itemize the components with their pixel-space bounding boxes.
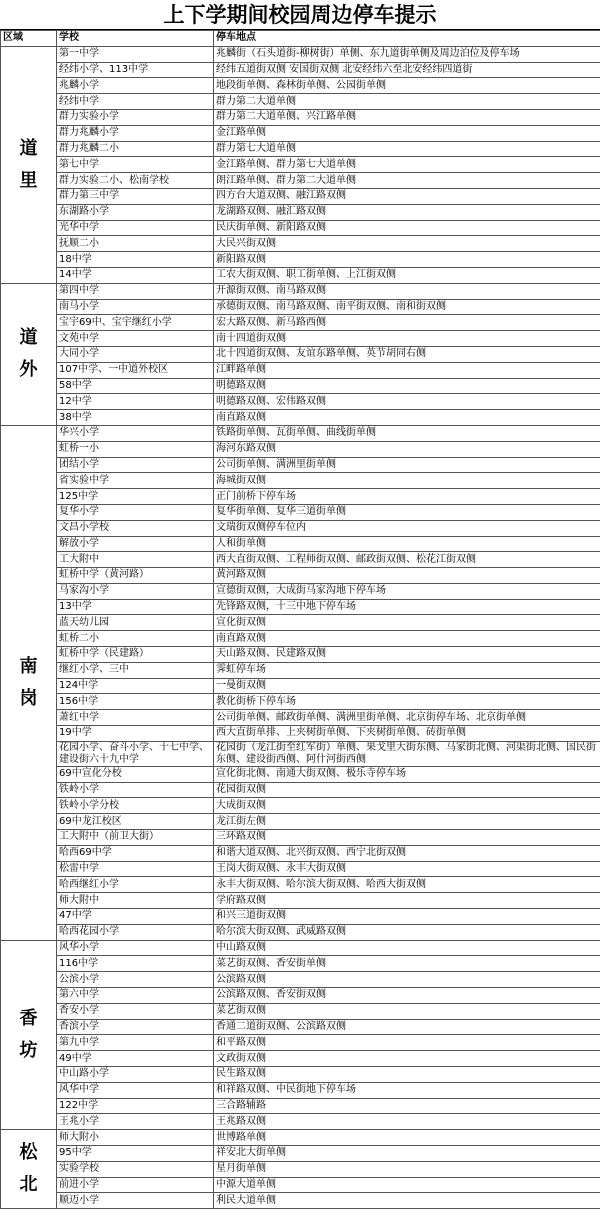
location-cell: 经纬五道街双侧 安国街双侧 北安经纬六至北安经纬四道街 — [214, 62, 600, 78]
region-cell: 松 北 — [1, 1130, 57, 1209]
school-cell: 蓝天幼儿园 — [57, 615, 214, 631]
table-row — [1, 283, 600, 299]
table-row — [1, 267, 600, 283]
table-row — [1, 741, 600, 766]
table-row — [1, 972, 600, 988]
location-cell: 大民兴街双侧 — [214, 236, 600, 252]
table-row — [1, 710, 600, 726]
school-cell: 13中学 — [57, 599, 214, 615]
location-cell: 文瑞街双侧停车位内 — [214, 520, 600, 536]
school-cell: 群力兆麟小学 — [57, 125, 214, 141]
school-cell: 团结小学 — [57, 457, 214, 473]
location-cell: 正门前桥下停车场 — [214, 489, 600, 505]
table-row — [1, 988, 600, 1004]
region-cell: 香 坊 — [1, 940, 57, 1130]
school-cell: 华兴小学 — [57, 425, 214, 441]
location-cell: 南直路双侧 — [214, 410, 600, 426]
school-cell: 14中学 — [57, 267, 214, 283]
location-cell: 兆麟街（石头道街-柳树街）单侧、东九道街单侧及周边泊位及停车场 — [214, 46, 600, 62]
school-cell: 继红小学、三中 — [57, 662, 214, 678]
location-cell: 海城街双侧 — [214, 473, 600, 489]
school-cell: 经纬中学 — [57, 94, 214, 110]
table-row — [1, 662, 600, 678]
table-row — [1, 141, 600, 157]
table-row — [1, 62, 600, 78]
table-row — [1, 861, 600, 877]
location-cell: 民庆街单侧、新阳路双侧 — [214, 220, 600, 236]
table-row — [1, 830, 600, 846]
region-cell: 道 外 — [1, 283, 57, 425]
location-cell: 承德街双侧、南马路双侧、南平街双侧、南和街双侧 — [214, 299, 600, 315]
table-row — [1, 536, 600, 552]
table-row — [1, 726, 600, 742]
school-cell: 47中学 — [57, 909, 214, 925]
school-cell: 文昌小学校 — [57, 520, 214, 536]
school-cell: 王兆小学 — [57, 1114, 214, 1130]
school-cell: 铁岭小学分校 — [57, 798, 214, 814]
table-row — [1, 845, 600, 861]
school-cell: 香安小学 — [57, 1003, 214, 1019]
header-region: 区域 — [1, 31, 57, 47]
table-row — [1, 615, 600, 631]
location-cell: 和祥路双侧、中民街地下停车场 — [214, 1082, 600, 1098]
table-row — [1, 1082, 600, 1098]
school-cell: 38中学 — [57, 410, 214, 426]
table-header-row — [1, 31, 600, 47]
location-cell: 海河东路双侧 — [214, 441, 600, 457]
school-cell: 顺迈小学 — [57, 1193, 214, 1209]
school-cell: 116中学 — [57, 956, 214, 972]
table-row — [1, 1130, 600, 1146]
location-cell: 宣德街双侧，大成街马家沟地下停车场 — [214, 583, 600, 599]
table-row — [1, 893, 600, 909]
table-row — [1, 173, 600, 189]
school-cell: 宝宇69中、宝宇继红小学 — [57, 315, 214, 331]
table-row — [1, 798, 600, 814]
table-row — [1, 583, 600, 599]
school-cell: 49中学 — [57, 1051, 214, 1067]
school-cell: 南马小学 — [57, 299, 214, 315]
location-cell: 哈尔滨大街双侧、武威路双侧 — [214, 924, 600, 940]
school-cell: 19中学 — [57, 726, 214, 742]
school-cell: 69中龙江校区 — [57, 814, 214, 830]
location-cell: 群力第二大道单侧、兴江路单侧 — [214, 109, 600, 125]
school-cell: 哈西69中学 — [57, 845, 214, 861]
parking-table — [0, 30, 600, 1209]
table-row — [1, 678, 600, 694]
table-row — [1, 924, 600, 940]
table-row — [1, 1051, 600, 1067]
location-cell: 和平路双侧 — [214, 1035, 600, 1051]
location-cell: 公司街单侧、满洲里街单侧 — [214, 457, 600, 473]
table-row — [1, 78, 600, 94]
school-cell: 群力实验二小、松南学校 — [57, 173, 214, 189]
school-cell: 中山路小学 — [57, 1067, 214, 1083]
location-cell: 中山路双侧 — [214, 940, 600, 956]
table-row — [1, 1003, 600, 1019]
school-cell: 萧红中学 — [57, 710, 214, 726]
location-cell: 和谐大道双侧、北兴街双侧、西宁北街双侧 — [214, 845, 600, 861]
school-cell: 复华小学 — [57, 504, 214, 520]
location-cell: 王岗大街双侧、永丰大街双侧 — [214, 861, 600, 877]
table-row — [1, 378, 600, 394]
location-cell: 朗江路单侧、群力第二大道单侧 — [214, 173, 600, 189]
school-cell: 122中学 — [57, 1098, 214, 1114]
location-cell: 公司街单侧、邮政街单侧、满洲里街单侧、北京街停车场、北京街单侧 — [214, 710, 600, 726]
location-cell: 花园街双侧 — [214, 782, 600, 798]
school-cell: 107中学、一中道外校区 — [57, 362, 214, 378]
location-cell: 先锋路双侧，十三中地下停车场 — [214, 599, 600, 615]
location-cell: 明德路双侧、宏伟路双侧 — [214, 394, 600, 410]
school-cell: 95中学 — [57, 1145, 214, 1161]
location-cell: 宏大路双侧、新马路西侧 — [214, 315, 600, 331]
school-cell: 群力兆麟二小 — [57, 141, 214, 157]
table-row — [1, 1098, 600, 1114]
location-cell: 一曼街双侧 — [214, 678, 600, 694]
school-cell: 虹桥中学（黄河路） — [57, 568, 214, 584]
table-row — [1, 346, 600, 362]
table-row — [1, 410, 600, 426]
location-cell: 王兆路双侧 — [214, 1114, 600, 1130]
table-row — [1, 1193, 600, 1209]
table-row — [1, 1145, 600, 1161]
location-cell: 新阳路双侧 — [214, 252, 600, 268]
table-row — [1, 425, 600, 441]
location-cell: 黄河路双侧 — [214, 568, 600, 584]
location-cell: 祥安北大街单侧 — [214, 1145, 600, 1161]
table-row — [1, 299, 600, 315]
table-row — [1, 782, 600, 798]
table-row — [1, 520, 600, 536]
table-row — [1, 1035, 600, 1051]
table-row — [1, 362, 600, 378]
table-row — [1, 441, 600, 457]
location-cell: 北十四道街双侧、友谊东路单侧、英节胡同右侧 — [214, 346, 600, 362]
table-row — [1, 504, 600, 520]
school-cell: 解放小学 — [57, 536, 214, 552]
location-cell: 和兴三道街双侧 — [214, 909, 600, 925]
location-cell: 西大直街双侧、工程师街双侧、邮政街双侧、松花江街双侧 — [214, 552, 600, 568]
location-cell: 南直路双侧 — [214, 631, 600, 647]
school-cell: 兆麟小学 — [57, 78, 214, 94]
school-cell: 文苑中学 — [57, 331, 214, 347]
table-row — [1, 315, 600, 331]
table-row — [1, 252, 600, 268]
school-cell: 虹桥二小 — [57, 631, 214, 647]
school-cell: 花园小学、奋斗小学、十七中学、建设街六十九中学 — [57, 741, 214, 766]
school-cell: 125中学 — [57, 489, 214, 505]
school-cell: 58中学 — [57, 378, 214, 394]
location-cell: 群力第七大道单侧 — [214, 141, 600, 157]
table-row — [1, 188, 600, 204]
location-cell: 龙湖路双侧、融汇路双侧 — [214, 204, 600, 220]
school-cell: 群力实验小学 — [57, 109, 214, 125]
location-cell: 明德路双侧 — [214, 378, 600, 394]
location-cell: 宣化街北侧、南通大街双侧、极乐寺停车场 — [214, 766, 600, 782]
school-cell: 第七中学 — [57, 157, 214, 173]
table-row — [1, 631, 600, 647]
school-cell: 虹桥一小 — [57, 441, 214, 457]
location-cell: 学府路双侧 — [214, 893, 600, 909]
school-cell: 风华中学 — [57, 1082, 214, 1098]
school-cell: 师大附中 — [57, 893, 214, 909]
table-row — [1, 457, 600, 473]
location-cell: 金江路单侧 — [214, 125, 600, 141]
school-cell: 公滨小学 — [57, 972, 214, 988]
school-cell: 实验学校 — [57, 1161, 214, 1177]
table-row — [1, 814, 600, 830]
table-row — [1, 94, 600, 110]
school-cell: 第四中学 — [57, 283, 214, 299]
table-row — [1, 568, 600, 584]
location-cell: 宣化街双侧 — [214, 615, 600, 631]
school-cell: 第九中学 — [57, 1035, 214, 1051]
table-row — [1, 157, 600, 173]
school-cell: 抚顺二小 — [57, 236, 214, 252]
location-cell: 永丰大街双侧、哈尔滨大街双侧、哈西大街双侧 — [214, 877, 600, 893]
school-cell: 马家沟小学 — [57, 583, 214, 599]
location-cell: 香通二道街双侧、公滨路双侧 — [214, 1019, 600, 1035]
location-cell: 铁路街单侧、瓦街单侧、曲线街单侧 — [214, 425, 600, 441]
location-cell: 金江路单侧、群力第七大道单侧 — [214, 157, 600, 173]
school-cell: 工大附中 — [57, 552, 214, 568]
table-row — [1, 46, 600, 62]
school-cell: 第一中学 — [57, 46, 214, 62]
table-row — [1, 694, 600, 710]
table-row — [1, 473, 600, 489]
table-row — [1, 125, 600, 141]
table-row — [1, 1177, 600, 1193]
table-row — [1, 956, 600, 972]
location-cell: 花园街（龙江街至红军街）单侧、果戈里大街东侧、马家街北侧、河渠街北侧、国民街东侧、建设街西侧、阿什河街西侧 — [214, 741, 600, 766]
location-cell: 人和街单侧 — [214, 536, 600, 552]
school-cell: 124中学 — [57, 678, 214, 694]
school-cell: 经纬小学、113中学 — [57, 62, 214, 78]
location-cell: 利民大道单侧 — [214, 1193, 600, 1209]
header-location: 停车地点 — [214, 31, 600, 47]
table-row — [1, 331, 600, 347]
location-cell: 复华街单侧、复华三道街单侧 — [214, 504, 600, 520]
location-cell: 江畔路单侧 — [214, 362, 600, 378]
school-cell: 师大附小 — [57, 1130, 214, 1146]
location-cell: 文政街双侧 — [214, 1051, 600, 1067]
location-cell: 三环路双侧 — [214, 830, 600, 846]
school-cell: 虹桥中学（民建路） — [57, 647, 214, 663]
table-row — [1, 489, 600, 505]
school-cell: 哈西继红小学 — [57, 877, 214, 893]
school-cell: 69中宣化分校 — [57, 766, 214, 782]
school-cell: 18中学 — [57, 252, 214, 268]
location-cell: 群力第二大道单侧 — [214, 94, 600, 110]
school-cell: 第六中学 — [57, 988, 214, 1004]
location-cell: 菜艺街双侧、香安街单侧 — [214, 956, 600, 972]
location-cell: 民生路双侧 — [214, 1067, 600, 1083]
school-cell: 12中学 — [57, 394, 214, 410]
table-row — [1, 1161, 600, 1177]
school-cell: 哈西花园小学 — [57, 924, 214, 940]
school-cell: 风华小学 — [57, 940, 214, 956]
table-row — [1, 552, 600, 568]
location-cell: 开源街双侧、南马路双侧 — [214, 283, 600, 299]
location-cell: 世博路单侧 — [214, 1130, 600, 1146]
school-cell: 省实验中学 — [57, 473, 214, 489]
location-cell: 星月街单侧 — [214, 1161, 600, 1177]
location-cell: 工农大街双侧、职工街单侧、上江街双侧 — [214, 267, 600, 283]
school-cell: 香滨小学 — [57, 1019, 214, 1035]
location-cell: 西大直街单排、上夹树街单侧、下夹树街单侧、砖街单侧 — [214, 726, 600, 742]
region-cell: 南 岗 — [1, 425, 57, 940]
location-cell: 四方台大道双侧、融江路双侧 — [214, 188, 600, 204]
location-cell: 霁虹停车场 — [214, 662, 600, 678]
location-cell: 菜艺街双侧 — [214, 1003, 600, 1019]
location-cell: 南十四道街双侧 — [214, 331, 600, 347]
location-cell: 天山路双侧、民建路双侧 — [214, 647, 600, 663]
table-row — [1, 766, 600, 782]
table-row — [1, 204, 600, 220]
location-cell: 大成街双侧 — [214, 798, 600, 814]
location-cell: 中源大道单侧 — [214, 1177, 600, 1193]
page-title: 上下学期间校园周边停车提示 — [0, 0, 600, 30]
table-row — [1, 909, 600, 925]
table-row — [1, 1114, 600, 1130]
school-cell: 光华中学 — [57, 220, 214, 236]
table-row — [1, 1067, 600, 1083]
location-cell: 龙江街左侧 — [214, 814, 600, 830]
table-row — [1, 394, 600, 410]
table-row — [1, 109, 600, 125]
school-cell: 铁岭小学 — [57, 782, 214, 798]
school-cell: 东湖路小学 — [57, 204, 214, 220]
school-cell: 前进小学 — [57, 1177, 214, 1193]
school-cell: 156中学 — [57, 694, 214, 710]
table-row — [1, 220, 600, 236]
location-cell: 教化街桥下停车场 — [214, 694, 600, 710]
school-cell: 群力第三中学 — [57, 188, 214, 204]
table-row — [1, 647, 600, 663]
location-cell: 公滨路双侧、香安街双侧 — [214, 988, 600, 1004]
header-school: 学校 — [57, 31, 214, 47]
table-row — [1, 940, 600, 956]
table-row — [1, 236, 600, 252]
table-row — [1, 1019, 600, 1035]
location-cell: 公滨路双侧 — [214, 972, 600, 988]
region-cell: 道 里 — [1, 46, 57, 283]
location-cell: 三合路辅路 — [214, 1098, 600, 1114]
table-row — [1, 599, 600, 615]
school-cell: 大同小学 — [57, 346, 214, 362]
school-cell: 工大附中（前卫大街） — [57, 830, 214, 846]
location-cell: 地段街单侧、森林街单侧、公园街单侧 — [214, 78, 600, 94]
school-cell: 松雷中学 — [57, 861, 214, 877]
table-row — [1, 877, 600, 893]
